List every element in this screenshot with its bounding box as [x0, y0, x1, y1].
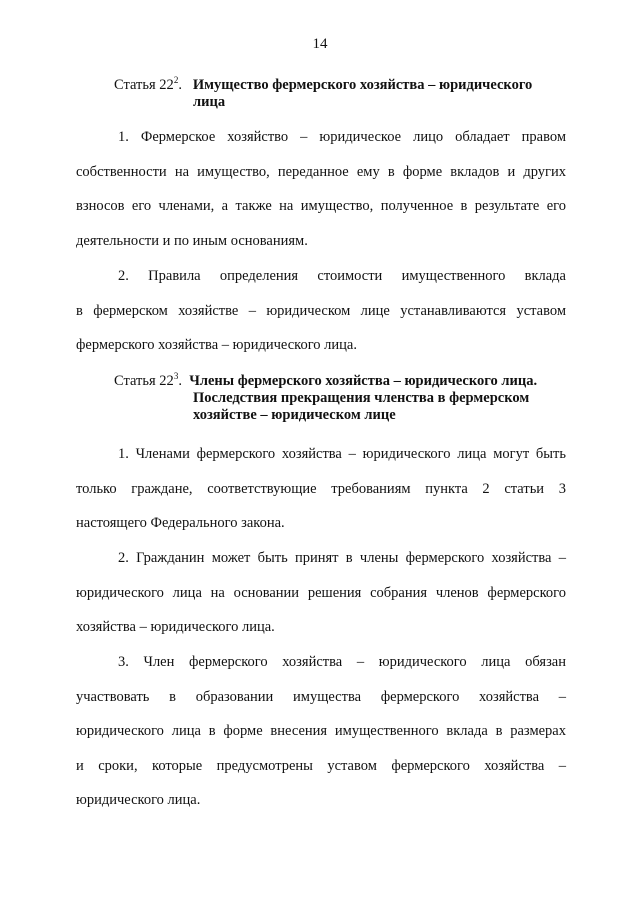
- text-line: юридического лица в форме внесения имущественного вклада в размерах: [76, 723, 566, 740]
- article-label: Статья $22^3$.: [114, 371, 182, 389]
- text-line: юридического лица.: [76, 792, 201, 809]
- text-line: в фермерском хозяйстве – юридическом лице устанавливаются уставом: [76, 302, 566, 319]
- article-title-line: Члены фермерского хозяйства – юридического лица.: [189, 373, 538, 389]
- page-number: 14: [312, 36, 328, 52]
- article-label: Статья $22^2$.: [114, 75, 182, 93]
- paragraph-22-3-1: [76, 437, 566, 541]
- text-line: 3. Член фермерского хозяйства – юридического лица обязан: [118, 654, 566, 670]
- text-line: 2. Гражданин может быть принят в члены фермерского хозяйства –: [118, 550, 566, 566]
- article-22-3-heading: [114, 373, 574, 424]
- text-line: взносов его членами, а также на имущество, полученное в результате его: [76, 198, 566, 215]
- text-line: только граждане, соответствующие требованиям пункта 2 статьи 3: [76, 480, 566, 497]
- article-title-line: лица: [193, 94, 226, 110]
- text-line: 2. Правила определения стоимости имущественного вклада: [118, 268, 566, 284]
- article-title-line: Последствия прекращения членства в фермерском: [193, 390, 530, 406]
- text-line: собственности на имущество, переданное ему в форме вкладов и других: [76, 163, 566, 180]
- article-title-line: Имущество фермерского хозяйства – юридического: [192, 77, 533, 93]
- paragraph-22-3-2: [76, 541, 566, 645]
- text-line: 1. Фермерское хозяйство – юридическое лицо обладает правом: [118, 129, 566, 145]
- text-line: 1. Членами фермерского хозяйства – юридического лица могут быть: [118, 446, 566, 462]
- text-line: юридического лица на основании решения собрания членов фермерского: [76, 584, 566, 601]
- paragraph-22-2-1: [76, 120, 566, 258]
- paragraph-22-3-3: [76, 645, 566, 818]
- text-line: фермерского хозяйства – юридического лица.: [76, 337, 357, 354]
- text-line: и сроки, которые предусмотрены уставом фермерского хозяйства –: [76, 757, 566, 774]
- text-line: деятельности и по иным основаниям.: [76, 232, 308, 249]
- article-22-2-heading: [114, 77, 574, 111]
- text-line: настоящего Федерального закона.: [76, 515, 285, 532]
- paragraph-22-2-2: [76, 259, 566, 363]
- text-line: хозяйства – юридического лица.: [76, 619, 275, 636]
- article-title-line: хозяйстве – юридическом лице: [193, 407, 396, 423]
- text-line: участвовать в образовании имущества фермерского хозяйства –: [76, 688, 566, 705]
